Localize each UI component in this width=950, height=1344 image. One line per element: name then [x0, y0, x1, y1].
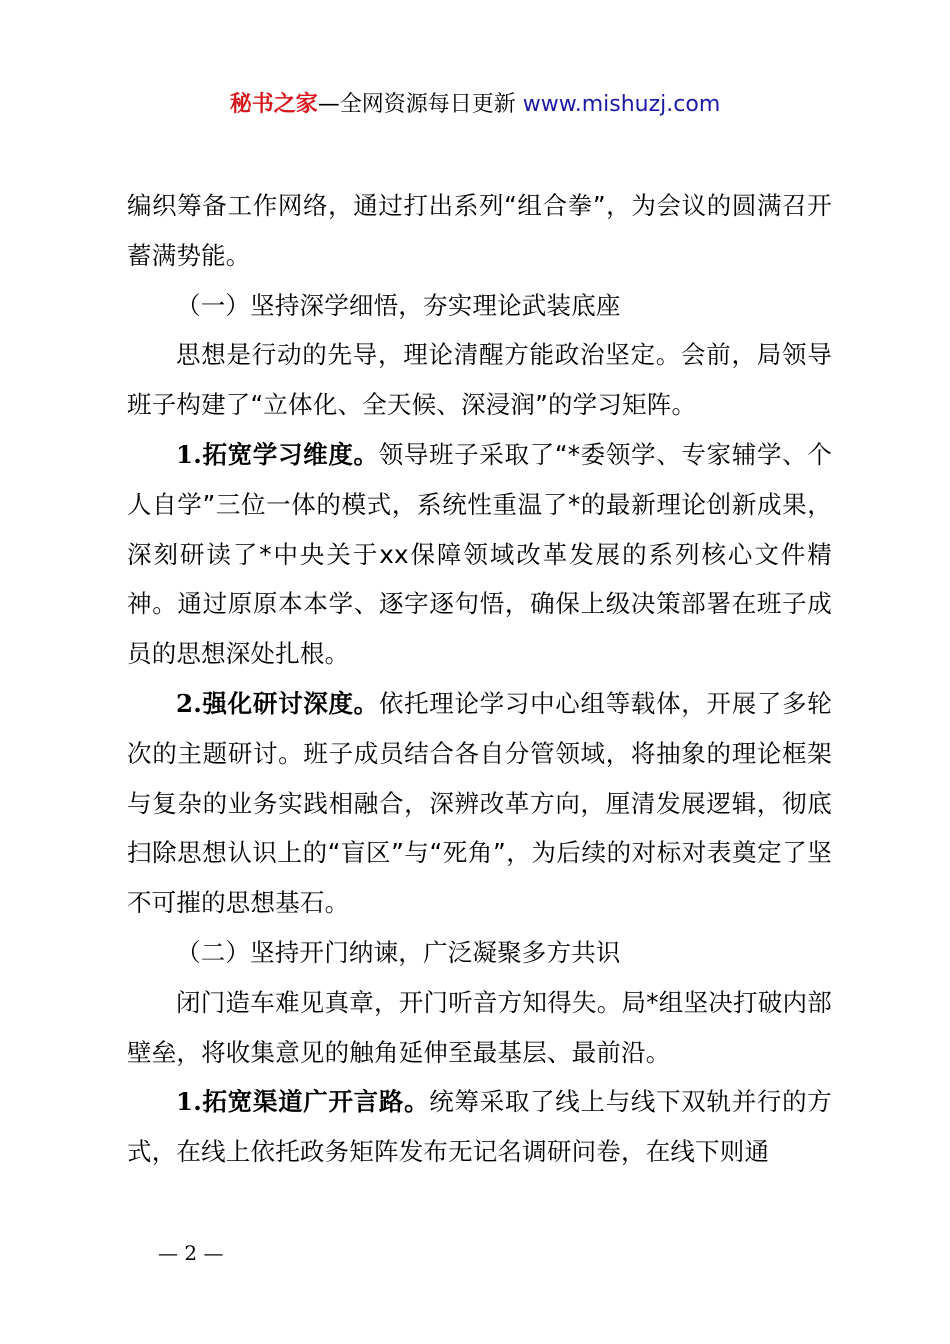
page-number: — 2 —: [158, 1241, 224, 1265]
item-lead: 拓宽学习维度。: [201, 439, 379, 469]
paragraph-item: [127, 679, 832, 928]
item-lead: 强化研讨深度。: [201, 688, 379, 718]
site-header: [0, 88, 950, 122]
section-heading-1: （一）坚持深学细悟，夯实理论武装底座: [176, 290, 621, 320]
item-number: 1.: [176, 439, 202, 469]
document-body: [127, 181, 832, 1177]
item-lead: 拓宽渠道广开言路。: [201, 1087, 430, 1117]
section-heading-2: （二）坚持开门纳谏，广泛凝聚多方共识: [176, 937, 621, 967]
brand-name: 秘书之家: [229, 92, 318, 117]
paragraph-continuation: 编织筹备工作网络，通过打出系列“组合拳”，为会议的圆满召开蓄满势能。: [127, 191, 832, 270]
paragraph-item: [127, 430, 832, 679]
site-url[interactable]: www.mishuzj.com: [522, 92, 721, 117]
paragraph-item: [127, 1077, 832, 1177]
item-number: 2.: [176, 688, 202, 718]
header-slogan: —全网资源每日更新: [317, 92, 523, 117]
item-number: 1.: [176, 1087, 202, 1117]
paragraph: 闭门造车难见真章，开门听音方知得失。局*组坚决打破内部壁垒，将收集意见的触角延伸至最基层、最前沿。: [127, 987, 832, 1067]
item-text: 领导班子采取了“*委领学、专家辅学、个人自学”三位一体的模式，系统性重温了*的最新理论创新成果，深刻研读了*中央关于xx保障领域改革发展的系列核心文件精神。通过原原本本学、逐字逐句悟，确保上级决策部署在班子成员的思想深处扎根。: [127, 439, 832, 669]
paragraph: 思想是行动的先导，理论清醒方能政治坚定。会前，局领导班子构建了“立体化、全天候、深浸润”的学习矩阵。: [127, 340, 832, 420]
item-text: 依托理论学习中心组等载体，开展了多轮次的主题研讨。班子成员结合各自分管领域，将抽象的理论框架与复杂的业务实践相融合，深辨改革方向，厘清发展逻辑，彻底扫除思想认识上的“盲区”与“死角”，为后续的对标对表奠定了坚不可摧的思想基石。: [127, 688, 832, 918]
item-text: 统筹采取了线上与线下双轨并行的方式，在线上依托政务矩阵发布无记名调研问卷，在线下则通: [127, 1087, 832, 1167]
